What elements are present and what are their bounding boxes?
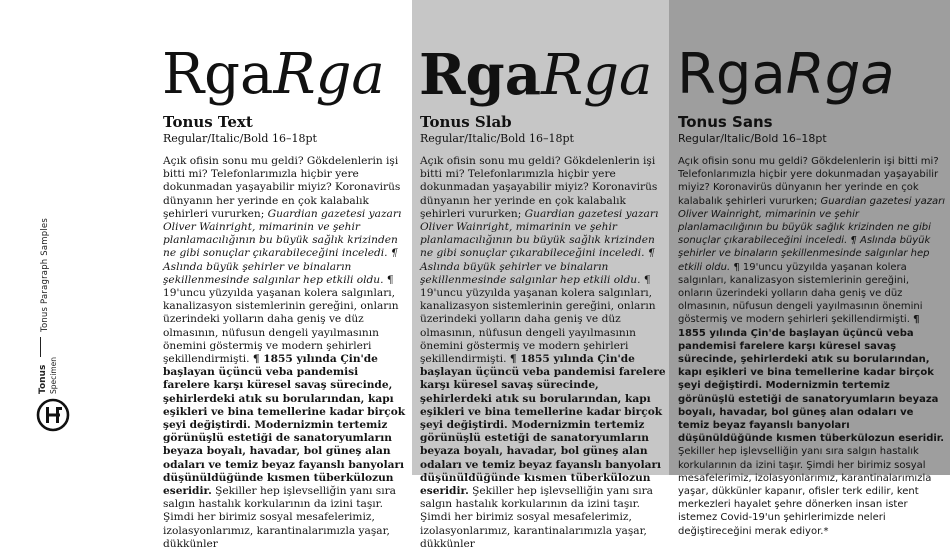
font-name: Tonus Slab [420,113,512,131]
sidebar-divider [40,337,41,357]
sidebar [0,0,80,475]
regular-run: Açık ofisin sonu mu geldi? Gökdelenlerin işi bitti mi? Telefonlarımızla hiçbir yere dokunmadan yaşayabilir miyiz? Koronavirüs dünyanın her yerinde en çok kalabalık şehirleri vururken; [678,156,939,207]
font-styles: Regular/Italic/Bold 16–18pt [678,132,827,145]
font-styles: Regular/Italic/Bold 16–18pt [163,132,317,145]
paragraph-sample [163,155,408,551]
font-name: Tonus Sans [678,113,773,131]
regular-run: Şekiller hep işlevselliğin yanı sıra salgın hastalık korkularının da izini taşır. Şimdi her birimiz sosyal mesafelerimiz, izolasyonlarımız, karantinalarımızla yaşar, dükkünler [420,485,653,550]
font-name: Tonus Text [163,113,253,131]
regular-run: Şekiller hep işlevselliğin yanı sıra salgın hastalık korkularının da izini taşır. Şimdi her birimiz sosyal mesafelerimiz, izolasyonlarımız, karantinalarımızla yaşar, dükkünler kapanır, ofisler terk edilir, kent merkezleri hayalet şehre dönerken insan ister istemez Covid-19'un şehirlerimizde neleri değiştireceğini merak ediyor.* [678,446,932,537]
regular-run: ¶ 19'uncu yüzyılda yaşanan kolera salgınları, kanalizasyon sistemlerinin gereğini, onların üzerindeki yolların daha geniş ve düz olmasının, nüfusun dengeli yayılmasının önemini göstermiş ve modern şehirleri şekillendirmişti. [163,273,399,366]
specimen-glyphs [162,44,385,106]
italic-run: Guardian gazetesi yazarı Oliver Wainright, mimarinin ve şehir planlamacılığının bu büyük sağlık krizinden ne gibi sonuçlar çıkarabileceğini inceledi. ¶ Aslında büyük şehirler ve binaların şekillenmesinde salgınlar hep etkili oldu. [163,207,402,286]
specimen-regular: Rga [162,42,274,107]
regular-run: Açık ofisin sonu mu geldi? Gökdelenlerin işi bitti mi? Telefonlarımızla hiçbir yere dokunmadan yaşayabilir miyiz? Koronavirüs dünyanın her yerinde en çok kalabalık şehirleri vururken; [420,155,658,220]
specimen-italic: Rga [540,43,653,108]
specimen-italic: Rga [273,42,385,107]
regular-run: Şekiller hep işlevselliğin yanı sıra salgın hastalık korkularının da izini taşır. Şimdi her birimiz sosyal mesafelerimiz, izolasyonlarımız, karantinalarımızla yaşar, dükkünler [163,485,396,550]
tonus-logo-icon [36,398,70,432]
italic-run: Guardian gazetesi yazarı Oliver Wainright, mimarinin ve şehir planlamacılığının bu büyük sağlık krizinden ne gibi sonuçlar çıkarabileceğini inceledi. ¶ Aslında büyük şehirler ve binaların şekillenmesinde salgınlar hep etkili oldu. [420,207,659,286]
bold-run: ¶ 1855 yılında Çin'de başlayan üçüncü veba pandemisi farelere karşı küresel savaş sürecinde, şehirlerdeki atık su borularından, kapı eşikleri ve bina temellerine kadar birçok şeyi değiştirdi. Modernizmin tertemiz görünüşlü estetiği de sanatoryumların beyaza boyalı, havadar, bol güneş alan odaları ve temiz beyaz fayanslı banyoları düşünüldüğünde kısmen tüberkülozun eseridir. [678,314,945,445]
specimen-regular: Rga [419,42,541,108]
specimen-glyphs [677,44,895,106]
regular-run: Açık ofisin sonu mu geldi? Gökdelenlerin işi bitti mi? Telefonlarımızla hiçbir yere dokunmadan yaşayabilir miyiz? Koronavirüs dünyanın her yerinde en çok kalabalık şehirleri vururken; [163,155,401,220]
column-tonus-slab [412,0,669,550]
specimen-regular: Rga [677,42,786,107]
font-styles: Regular/Italic/Bold 16–18pt [420,132,574,145]
sidebar-sub: Specimen [49,356,58,394]
bold-run: ¶ 1855 yılında Çin'de başlayan üçüncü veba pandemisi farelere karşı küresel savaş sürecinde, şehirlerdeki atık su borularından, kapı eşikleri ve bina temellerine kadar birçok şeyi değiştirdi. Modernizmin tertemiz görünüşlü estetiği de sanatoryumların beyaza boyalı, havadar, bol güneş alan odaları ve temiz beyaz fayanslı banyoları düşünüldüğünde kısmen tüberkülozun eseridir. [163,353,406,498]
column-tonus-sans [669,0,950,537]
specimen-glyphs [419,44,652,107]
sidebar-brand: Tonus [38,364,48,394]
italic-run: Guardian gazetesi yazarı Oliver Wainright, mimarinin ve şehir planlamacılığının bu büyük sağlık krizinden ne gibi sonuçlar çıkarabileceğini inceledi. ¶ Aslında büyük şehirler ve binaların şekillenmesinde salgınlar hep etkili oldu. [678,195,946,273]
regular-run: ¶ 19'uncu yüzyılda yaşanan kolera salgınları, kanalizasyon sistemlerinin gereğini, onların üzerindeki yolların daha geniş ve düz olmasının, nüfusun dengeli yayılmasının önemini göstermiş ve modern şehirleri şekillendirmişti. [420,273,656,366]
column-tonus-text [0,0,412,550]
paragraph-sample [420,155,666,551]
specimen-italic: Rga [785,42,895,107]
regular-run: ¶ 19'uncu yüzyılda yaşanan kolera salgınları, kanalizasyon sistemlerinin gereğini, onların üzerindeki yolların daha geniş ve düz olmasının, nüfusun dengeli yayılmasının önemini göstermiş ve modern şehirleri şekillendirmişti. [678,261,923,326]
sidebar-title: Tonus Paragraph Samples [40,218,50,332]
bold-run: ¶ 1855 yılında Çin'de başlayan üçüncü veba pandemisi farelere karşı küresel savaş sürecinde, şehirlerdeki atık su borularından, kapı eşikleri ve bina temellerine kadar birçok şeyi değiştirdi. Modernizmin tertemiz görünüşlü estetiği de sanatoryumların beyaza boyalı, havadar, bol güneş alan odaları ve temiz beyaz fayanslı banyoları düşünüldüğünde kısmen tüberkülozun eseridir. [420,353,666,498]
paragraph-sample [678,155,946,538]
